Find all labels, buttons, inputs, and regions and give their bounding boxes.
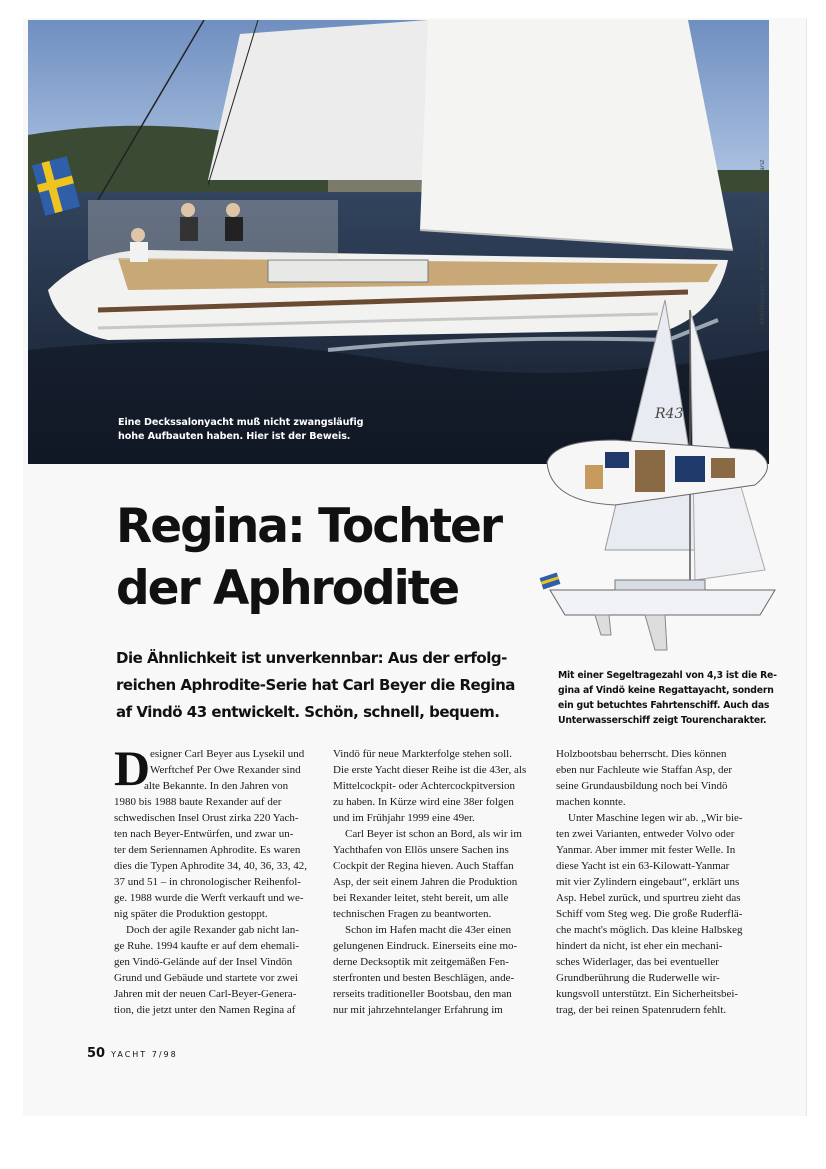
photo-caption: Eine Deckssalonyacht muß nicht zwangsläufig hohe Aufbauten haben. Hier ist der Beweis. (118, 417, 364, 442)
sail-plan-drawing (535, 290, 785, 660)
body-column-1: esigner Carl Beyer aus Lysekil und Werftchef Per Owe Rexander sind alte Bekannte. In den Jahren von 1980 bis 1988 baute Rexander auf der schwedischen Insel Orust zirka 220 Yach- ten nach Beyer-Entwürfen, und zwar un- ter dem Seriennamen Aphrodite. Es waren dies die Typen Aphrodite 34, 40, 36, 33, 42, 37 und 51 – in chronologischer Reihenfol- ge. 1988 wurde die Werft verkauft und we- nig später die Produktion gestoppt. Doch der agile Rexander gab nicht lan- ge Ruhe. 1994 kaufte er auf dem ehemali- gen Vindö-Gelände auf der Insel Vindön Grund und Gebäude und startete vor zwei Jahren mit der neuen Carl-Beyer-Genera- tion, die jetzt unter den Namen Regina af (114, 748, 308, 1016)
body-column-3: Holzbootsbau beherrscht. Dies können eben nur Fachleute wie Staffan Asp, der seine Grundausbildung noch bei Vindö machen konnte. Unter Maschine legen wir ab. „Wir bie- ten zwei Varianten, entweder Volvo oder Yanmar. Aber immer mit fester Welle. In diese Yacht ist ein 63-Kilowatt-Yanmar mit vier Zylindern eingebaut“, erklärt uns Asp. Hebel zurück, und spurtreu zieht das Schiff vom Steg weg. Die große Ruderflä- che macht's möglich. Das kleine Halbskeg hindert da nicht, ist eher ein mechani- sches Widerlager, das bei eventueller Grundberührung die Ruderwelle wir- kungsvoll unterstützt. Ein Sicherheitsbei- trag, der bei reinen Spatenrudern fehlt. (556, 748, 743, 1016)
drop-cap: D (114, 740, 151, 796)
magazine-issue: YACHT 7/98 (111, 1050, 178, 1059)
article-headline: Regina: Tochter der Aphrodite (116, 499, 502, 616)
page-number: 50 (87, 1046, 106, 1061)
diagram-caption: Mit einer Segeltragezahl von 4,3 ist die Re- gina af Vindö keine Regattayacht, sondern ein gut betuchtes Fahrtenschiff. Auch das Unterwasserschiff zeigt Tourencharakter. (558, 670, 777, 726)
r43-logo: R43 (655, 406, 684, 422)
yacht-diagram (535, 290, 785, 660)
page-footer (87, 1046, 178, 1061)
photo-credit: Abbildungen: C. Ahlert, Zeichnung: A. Heppe Franz (758, 159, 766, 325)
article-lede: Die Ähnlichkeit ist unverkennbar: Aus der erfolg- reichen Aphrodite-Serie hat Carl Beyer die Regina af Vindö 43 entwickelt. Schön, schnell, bequem. (116, 649, 515, 721)
body-column-2: Vindö für neue Markterfolge stehen soll. Die erste Yacht dieser Reihe ist die 43er, als Mittelcockpit- oder Achtercockpitversion zu haben. In Kürze wird eine 38er folgen und im Frühjahr 1999 eine 49er. Carl Beyer ist schon an Bord, als wir im Yachthafen von Ellös unsere Sachen ins Cockpit der Regina hieven. Auch Staffan Asp, der seit einem Jahren die Produktion bei Rexander leitet, steht bereit, um alle technischen Fragen zu beantworten. Schon im Hafen macht die 43er einen gelungenen Eindruck. Einerseits eine mo- derne Decksoptik mit zeitgemäßen Fen- sterfronten und besten Beschlägen, ande- rerseits traditioneller Bootsbau, den man nur mit jahrzehntelanger Erfahrung im (333, 748, 527, 1016)
